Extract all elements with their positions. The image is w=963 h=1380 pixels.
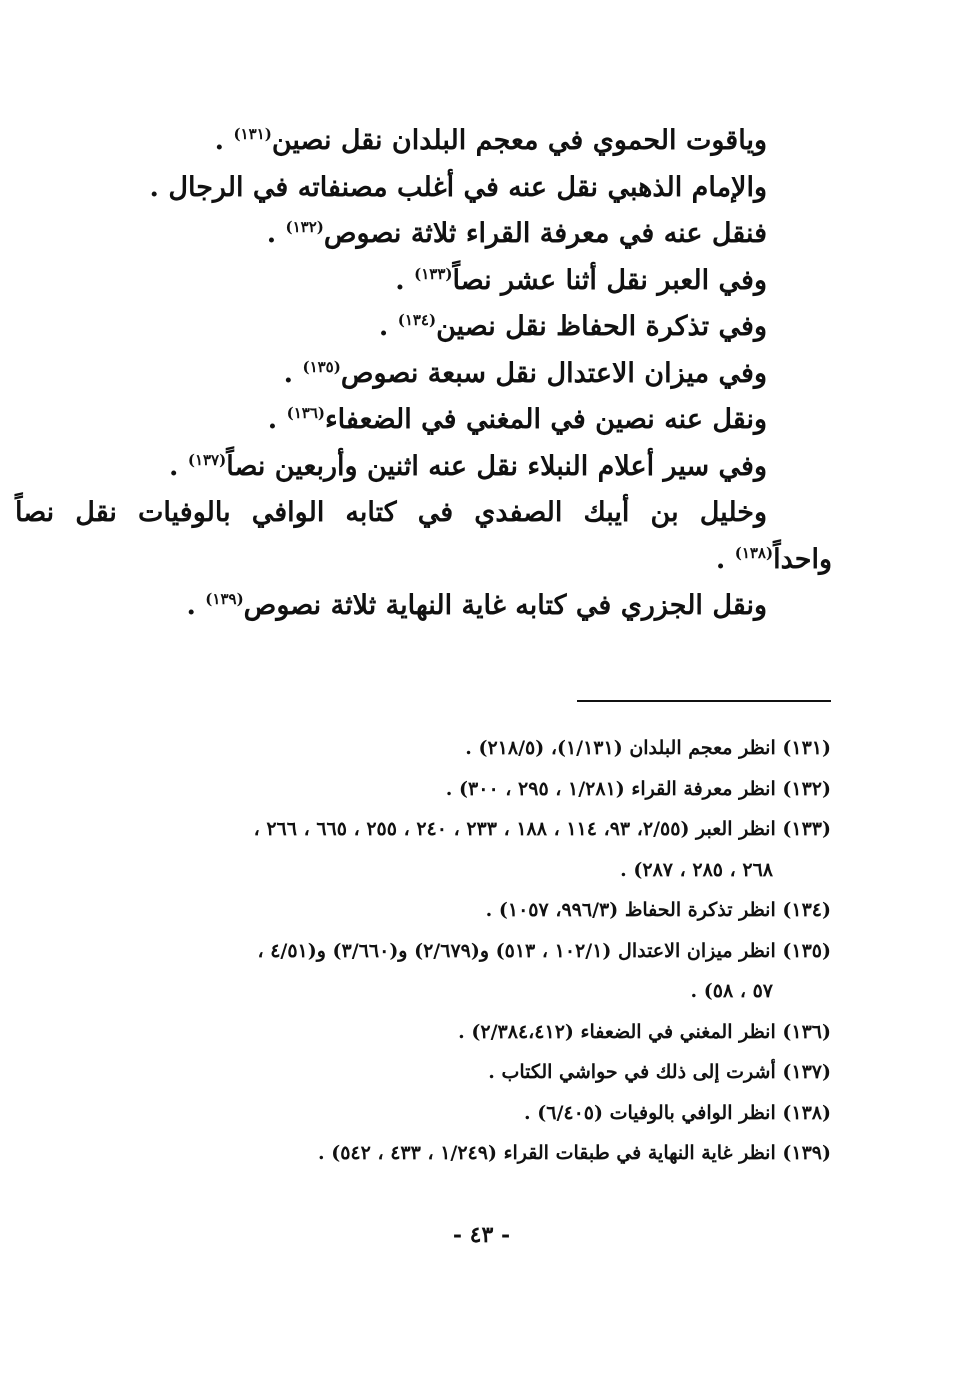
footnote-continuation: ٥٧ ، ٥٨) . <box>690 980 773 1002</box>
footnote: (١٣٤) انظر تذكرة الحفاظ (٩٩٦/٣، ١٠٥٧) . <box>485 899 831 921</box>
footnote: (١٣١) انظر معجم البلدان (١/١٣١)، (٢١٨/٥) . <box>465 737 831 759</box>
footnote-separator <box>577 700 831 702</box>
text-line: وخليل بن أيبك الصفدي في كتابه الوافي بالوفيات نقل نصاً <box>15 497 767 528</box>
text-line: والإمام الذهبي نقل عنه في أغلب مصنفاته في الرجال . <box>149 171 767 203</box>
footnote-ref: (١٣٤) <box>397 311 437 329</box>
text-line: وفي العبر نقل أثنا عشر نصاً$^{(١٣٣)}$ . <box>395 264 767 296</box>
footnote: (١٣٦) انظر المغني في الضعفاء (٢/٣٨٤،٤١٢) . <box>458 1020 831 1043</box>
footnote-continuation: ٢٦٨ ، ٢٨٥ ، ٢٨٧) . <box>620 858 773 881</box>
text-line: وفي ميزان الاعتدال نقل سبعة نصوص$^{(١٣٥)}$ . <box>283 357 767 389</box>
footnote-ref: (١٣٥) <box>302 357 341 376</box>
footnote-ref: (١٣٩) <box>205 590 244 608</box>
footnote: (١٣٢) انظر معرفة القراء (١/٢٨١ ، ٢٩٥ ، ٣٠٠) . <box>445 777 831 800</box>
text-line: وفي تذكرة الحفاظ نقل نصين$^{(١٣٤)}$ . <box>378 311 767 342</box>
text-line: وفي سير أعلام النبلاء نقل عنه اثنين وأربعين نصاً$^{(١٣٧)}$ . <box>169 450 767 482</box>
text-line: ونقل عنه نصين في المغني في الضعفاء$^{(١٣٦)}$ . <box>267 404 767 435</box>
footnote: (١٣٧) أشرت إلى ذلك في حواشي الكتاب . <box>488 1061 831 1083</box>
footnote-ref: (١٣٨) <box>734 543 774 562</box>
text-line: فنقل عنه في معرفة القراء ثلاثة نصوص$^{(١٣٢)}$ . <box>266 218 767 249</box>
footnote: (١٣٨) انظر الوافي بالوفيات (٦/٤٠٥) . <box>524 1101 831 1124</box>
footnote-ref: (١٣٧) <box>187 450 227 469</box>
footnote-ref: (١٣١) <box>233 125 272 143</box>
footnote-ref: (١٣٣) <box>414 264 453 283</box>
footnote-ref: (١٣٦) <box>286 404 325 422</box>
page-number: - ٤٣ - <box>452 1222 511 1248</box>
text-line: واحداً$^{(١٣٨)}$ . <box>715 543 832 575</box>
footnote: (١٣٩) انظر غاية النهاية في طبقات القراء (١/٢٤٩ ، ٤٣٣ ، ٥٤٢) . <box>317 1142 831 1164</box>
footnote: (١٣٣) انظر العبر (٢/٥٥، ٩٣، ١١٤ ، ١٨٨ ، ٢٣٣ ، ٢٤٠ ، ٢٥٥ ، ٦٦٥ ، ٢٦٦ ، <box>253 818 831 840</box>
text-line: ونقل الجزري في كتابه غاية النهاية ثلاثة نصوص$^{(١٣٩)}$ . <box>186 590 767 621</box>
main-text <box>15 118 832 630</box>
footnote: (١٣٥) انظر ميزان الاعتدال (١٠٢/١ ، ٥١٣) و(٢/٦٧٩) و(٣/٦٦٠) و(٤/٥١ ، <box>257 939 831 962</box>
footnotes <box>131 728 831 1174</box>
text-line: وياقوت الحموي في معجم البلدان نقل نصين$^{(١٣١)}$ . <box>214 125 767 156</box>
footnote-ref: (١٣٢) <box>285 218 324 236</box>
